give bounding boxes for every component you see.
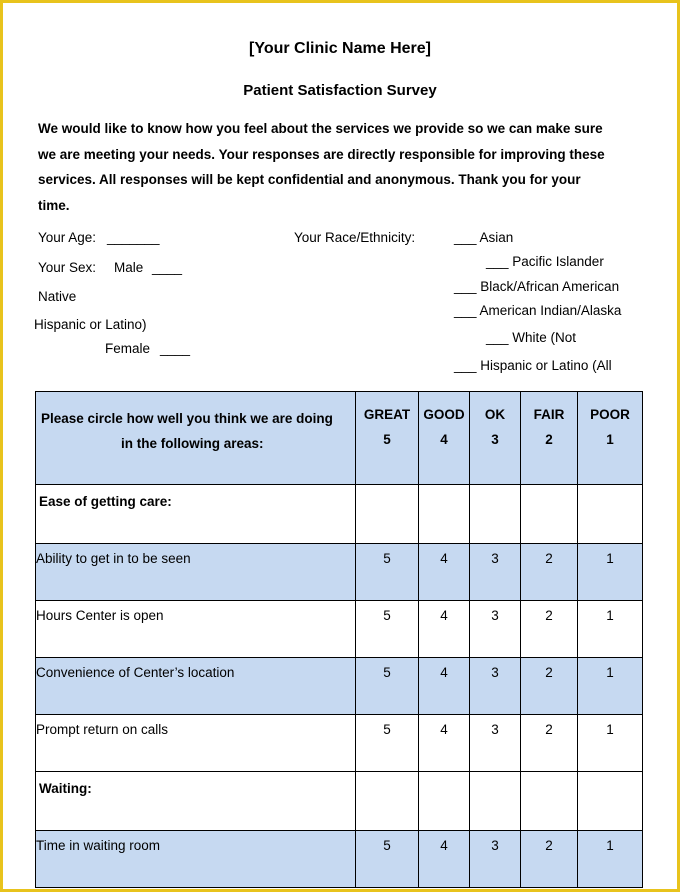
table-header-row: [36, 392, 643, 485]
rating-cell[interactable]: 4: [419, 601, 470, 658]
rating-cell: [578, 485, 643, 544]
rating-cell[interactable]: 5: [356, 715, 419, 772]
rating-cell[interactable]: 2: [521, 601, 578, 658]
intro-line: We would like to know how you feel about the services we provide so we can make sure: [38, 121, 603, 136]
rating-cell: [470, 485, 521, 544]
sex-label: Your Sex:: [38, 260, 97, 275]
rating-cell: [521, 485, 578, 544]
rating-cell[interactable]: 3: [470, 715, 521, 772]
rating-cell: [419, 772, 470, 831]
item-label: Hours Center is open: [36, 601, 356, 658]
rating-cell[interactable]: 3: [470, 601, 521, 658]
item-label: Time in waiting room: [36, 831, 356, 888]
rating-header-poor: POOR 1: [578, 392, 643, 485]
clinic-name: [Your Clinic Name Here]: [249, 40, 431, 57]
table-row: [36, 831, 643, 888]
race-option-american-indian[interactable]: ___ American Indian/Alaska: [454, 303, 622, 318]
race-option-hispanic[interactable]: ___ Hispanic or Latino (All: [454, 358, 612, 373]
rating-cell[interactable]: 5: [356, 831, 419, 888]
question-header: [36, 392, 356, 485]
hispanic-text: Hispanic or Latino): [34, 317, 147, 332]
race-label: Your Race/Ethnicity:: [294, 230, 416, 245]
table-row: [36, 715, 643, 772]
survey-title: Patient Satisfaction Survey: [243, 82, 437, 99]
rating-cell[interactable]: 3: [470, 831, 521, 888]
item-label: Convenience of Center’s location: [36, 658, 356, 715]
rating-cell[interactable]: 1: [578, 601, 643, 658]
rating-cell[interactable]: 2: [521, 715, 578, 772]
rating-cell[interactable]: 4: [419, 831, 470, 888]
race-option-white[interactable]: ___ White (Not: [486, 330, 577, 345]
rating-cell: [419, 485, 470, 544]
rating-cell[interactable]: 2: [521, 658, 578, 715]
item-label: Ability to get in to be seen: [36, 544, 356, 601]
rating-cell: [470, 772, 521, 831]
table-row: [36, 658, 643, 715]
rating-cell[interactable]: 1: [578, 544, 643, 601]
race-option-asian[interactable]: ___ Asian: [454, 230, 514, 245]
rating-cell[interactable]: 5: [356, 601, 419, 658]
question-line: Please circle how well you think we are doing: [41, 411, 333, 426]
rating-header-ok: OK 3: [470, 392, 521, 485]
native-text: Native: [38, 289, 77, 304]
male-label: Male: [114, 260, 144, 275]
female-blank[interactable]: ____: [160, 341, 191, 356]
rating-header-fair: FAIR 2: [521, 392, 578, 485]
survey-body: [36, 485, 643, 888]
item-label: Prompt return on calls: [36, 715, 356, 772]
male-blank[interactable]: ____: [152, 260, 183, 275]
age-blank[interactable]: _______: [107, 230, 160, 245]
rating-cell[interactable]: 2: [521, 544, 578, 601]
race-option-pacific-islander[interactable]: ___ Pacific Islander: [486, 254, 604, 269]
rating-cell[interactable]: 3: [470, 658, 521, 715]
intro-paragraph: [38, 116, 648, 218]
section-row: [36, 485, 643, 544]
rating-cell[interactable]: 5: [356, 658, 419, 715]
rating-cell[interactable]: 2: [521, 831, 578, 888]
section-label: Waiting:: [36, 772, 356, 831]
rating-cell[interactable]: 5: [356, 544, 419, 601]
rating-cell[interactable]: 1: [578, 658, 643, 715]
age-label: Your Age:: [38, 230, 97, 245]
rating-cell: [356, 772, 419, 831]
section-row: [36, 772, 643, 831]
intro-line: services. All responses will be kept confidential and anonymous. Thank you for your: [38, 172, 581, 187]
section-label: Ease of getting care:: [36, 485, 356, 544]
intro-line: we are meeting your needs. Your responses are directly responsible for improving these: [38, 146, 605, 162]
rating-cell[interactable]: 1: [578, 831, 643, 888]
rating-cell[interactable]: 1: [578, 715, 643, 772]
table-row: [36, 601, 643, 658]
rating-cell: [521, 772, 578, 831]
rating-cell[interactable]: 3: [470, 544, 521, 601]
question-line: in the following areas:: [121, 436, 264, 451]
survey-table: [35, 391, 643, 888]
rating-header-great: GREAT 5: [356, 392, 419, 485]
intro-line: time.: [38, 197, 70, 213]
rating-cell: [356, 485, 419, 544]
rating-cell[interactable]: 4: [419, 658, 470, 715]
rating-cell: [578, 772, 643, 831]
rating-cell[interactable]: 4: [419, 715, 470, 772]
rating-header-good: GOOD 4: [419, 392, 470, 485]
female-label: Female: [105, 341, 151, 356]
table-row: [36, 544, 643, 601]
rating-cell[interactable]: 4: [419, 544, 470, 601]
race-option-black[interactable]: ___ Black/African American: [454, 279, 620, 294]
